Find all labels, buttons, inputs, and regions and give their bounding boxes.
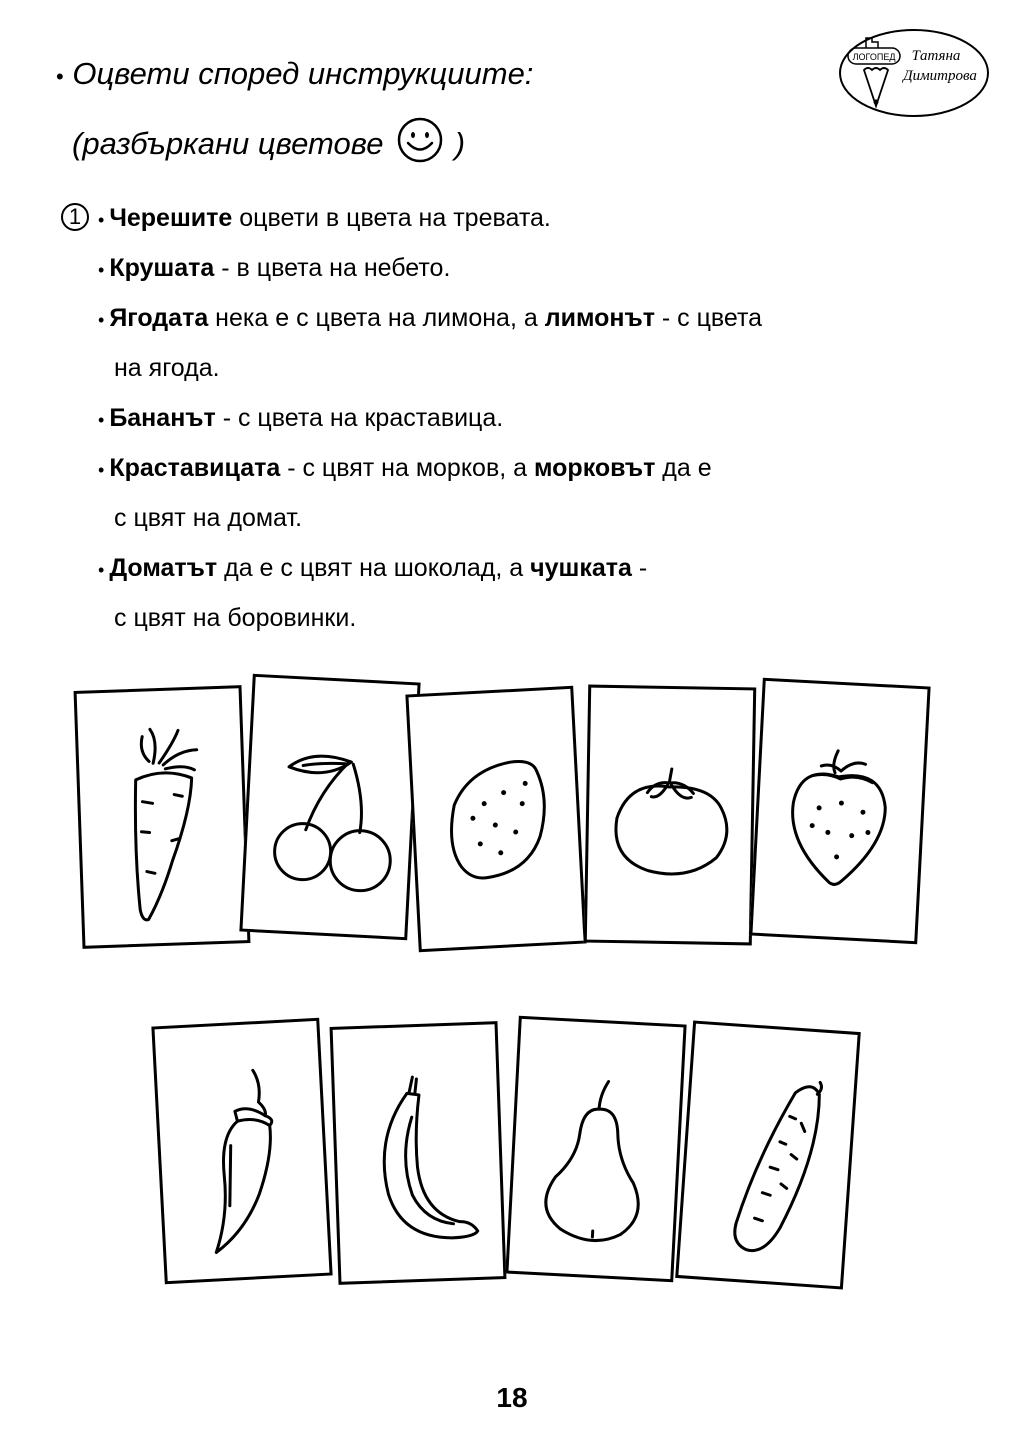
card-carrot: [74, 685, 251, 949]
title-text-2: (разбъркани цветове: [72, 126, 384, 161]
task-number: 1: [68, 204, 82, 229]
instruction-bullet: •: [98, 260, 110, 280]
tomato-icon: [587, 688, 753, 943]
instruction-item: [98, 304, 762, 333]
card-cherries: [239, 674, 420, 940]
title-bullet: •: [56, 64, 64, 89]
instruction-item: [98, 454, 712, 483]
card-tomato: [584, 685, 756, 946]
instruction-bold-word: чушката: [530, 554, 632, 582]
instruction-bullet: •: [98, 460, 110, 480]
logo-text-3: Димитрова: [903, 68, 977, 84]
instruction-text: оцвети в цвета на тревата.: [232, 204, 551, 232]
card-strawberry: [749, 678, 930, 944]
card-cucumber: [675, 1020, 861, 1289]
instruction-bold-word: Краставицата: [109, 454, 281, 482]
instruction-text: да е: [655, 454, 712, 482]
title-text-2-close: ): [454, 126, 466, 161]
task-number-badge: [60, 202, 90, 232]
banana-icon: [333, 1024, 504, 1282]
instruction-bold-word: лимонът: [544, 304, 655, 332]
instruction-bold-word: Бананът: [109, 404, 216, 432]
instruction-bold-word: морковът: [533, 454, 656, 482]
pepper-icon: [155, 1021, 330, 1281]
instruction-item: [98, 204, 551, 233]
instruction-bold-word: Доматът: [109, 554, 218, 582]
instruction-item: [98, 254, 450, 283]
instruction-continuation: на ягода.: [114, 354, 220, 382]
card-pepper: [151, 1018, 332, 1284]
card-pear: [505, 1016, 686, 1282]
logo-text-2: Тaтяна: [911, 48, 961, 64]
logo: [838, 28, 990, 118]
instruction-bullet: •: [98, 210, 110, 230]
instruction-text: -: [631, 554, 648, 582]
instruction-bold-word: Ягодата: [109, 304, 209, 332]
title-text-1: Оцвети според инструкциите:: [72, 56, 534, 91]
card-lemon: [405, 686, 586, 952]
instruction-text: нека е с цвета на лимона, а: [208, 304, 545, 332]
cucumber-icon: [678, 1024, 857, 1287]
cherries-icon: [243, 677, 418, 937]
carrot-icon: [77, 688, 248, 946]
instruction-item: [98, 554, 647, 583]
instruction-bold-word: Крушата: [109, 254, 215, 282]
card-banana: [330, 1021, 507, 1285]
page-number: 18: [496, 1382, 528, 1413]
instruction-text: - в цвета на небето.: [214, 254, 451, 282]
lemon-icon: [409, 689, 584, 949]
instruction-bullet: •: [98, 310, 110, 330]
instruction-text: - с цвят на морков, а: [280, 454, 534, 482]
logo-badge-icon: [838, 28, 990, 118]
instruction-bullet: •: [98, 560, 110, 580]
instruction-continuation: с цвят на боровинки.: [114, 604, 357, 632]
pear-icon: [509, 1019, 684, 1279]
title-line-1: [56, 56, 533, 92]
instruction-text: - с цвета на краставица.: [215, 404, 504, 432]
strawberry-icon: [753, 681, 928, 941]
instruction-item: [98, 404, 503, 433]
logo-text-1: ЛОГОПЕД: [852, 52, 896, 62]
title-line-2: [72, 116, 465, 164]
instruction-text: - с цвета: [654, 304, 763, 332]
instruction-bullet: •: [98, 410, 110, 430]
instruction-text: да е с цвят на шоколад, а: [217, 554, 531, 582]
instruction-bold-word: Черешите: [109, 204, 233, 232]
smiley-icon: [396, 116, 444, 164]
instruction-continuation: с цвят на домат.: [114, 504, 303, 532]
